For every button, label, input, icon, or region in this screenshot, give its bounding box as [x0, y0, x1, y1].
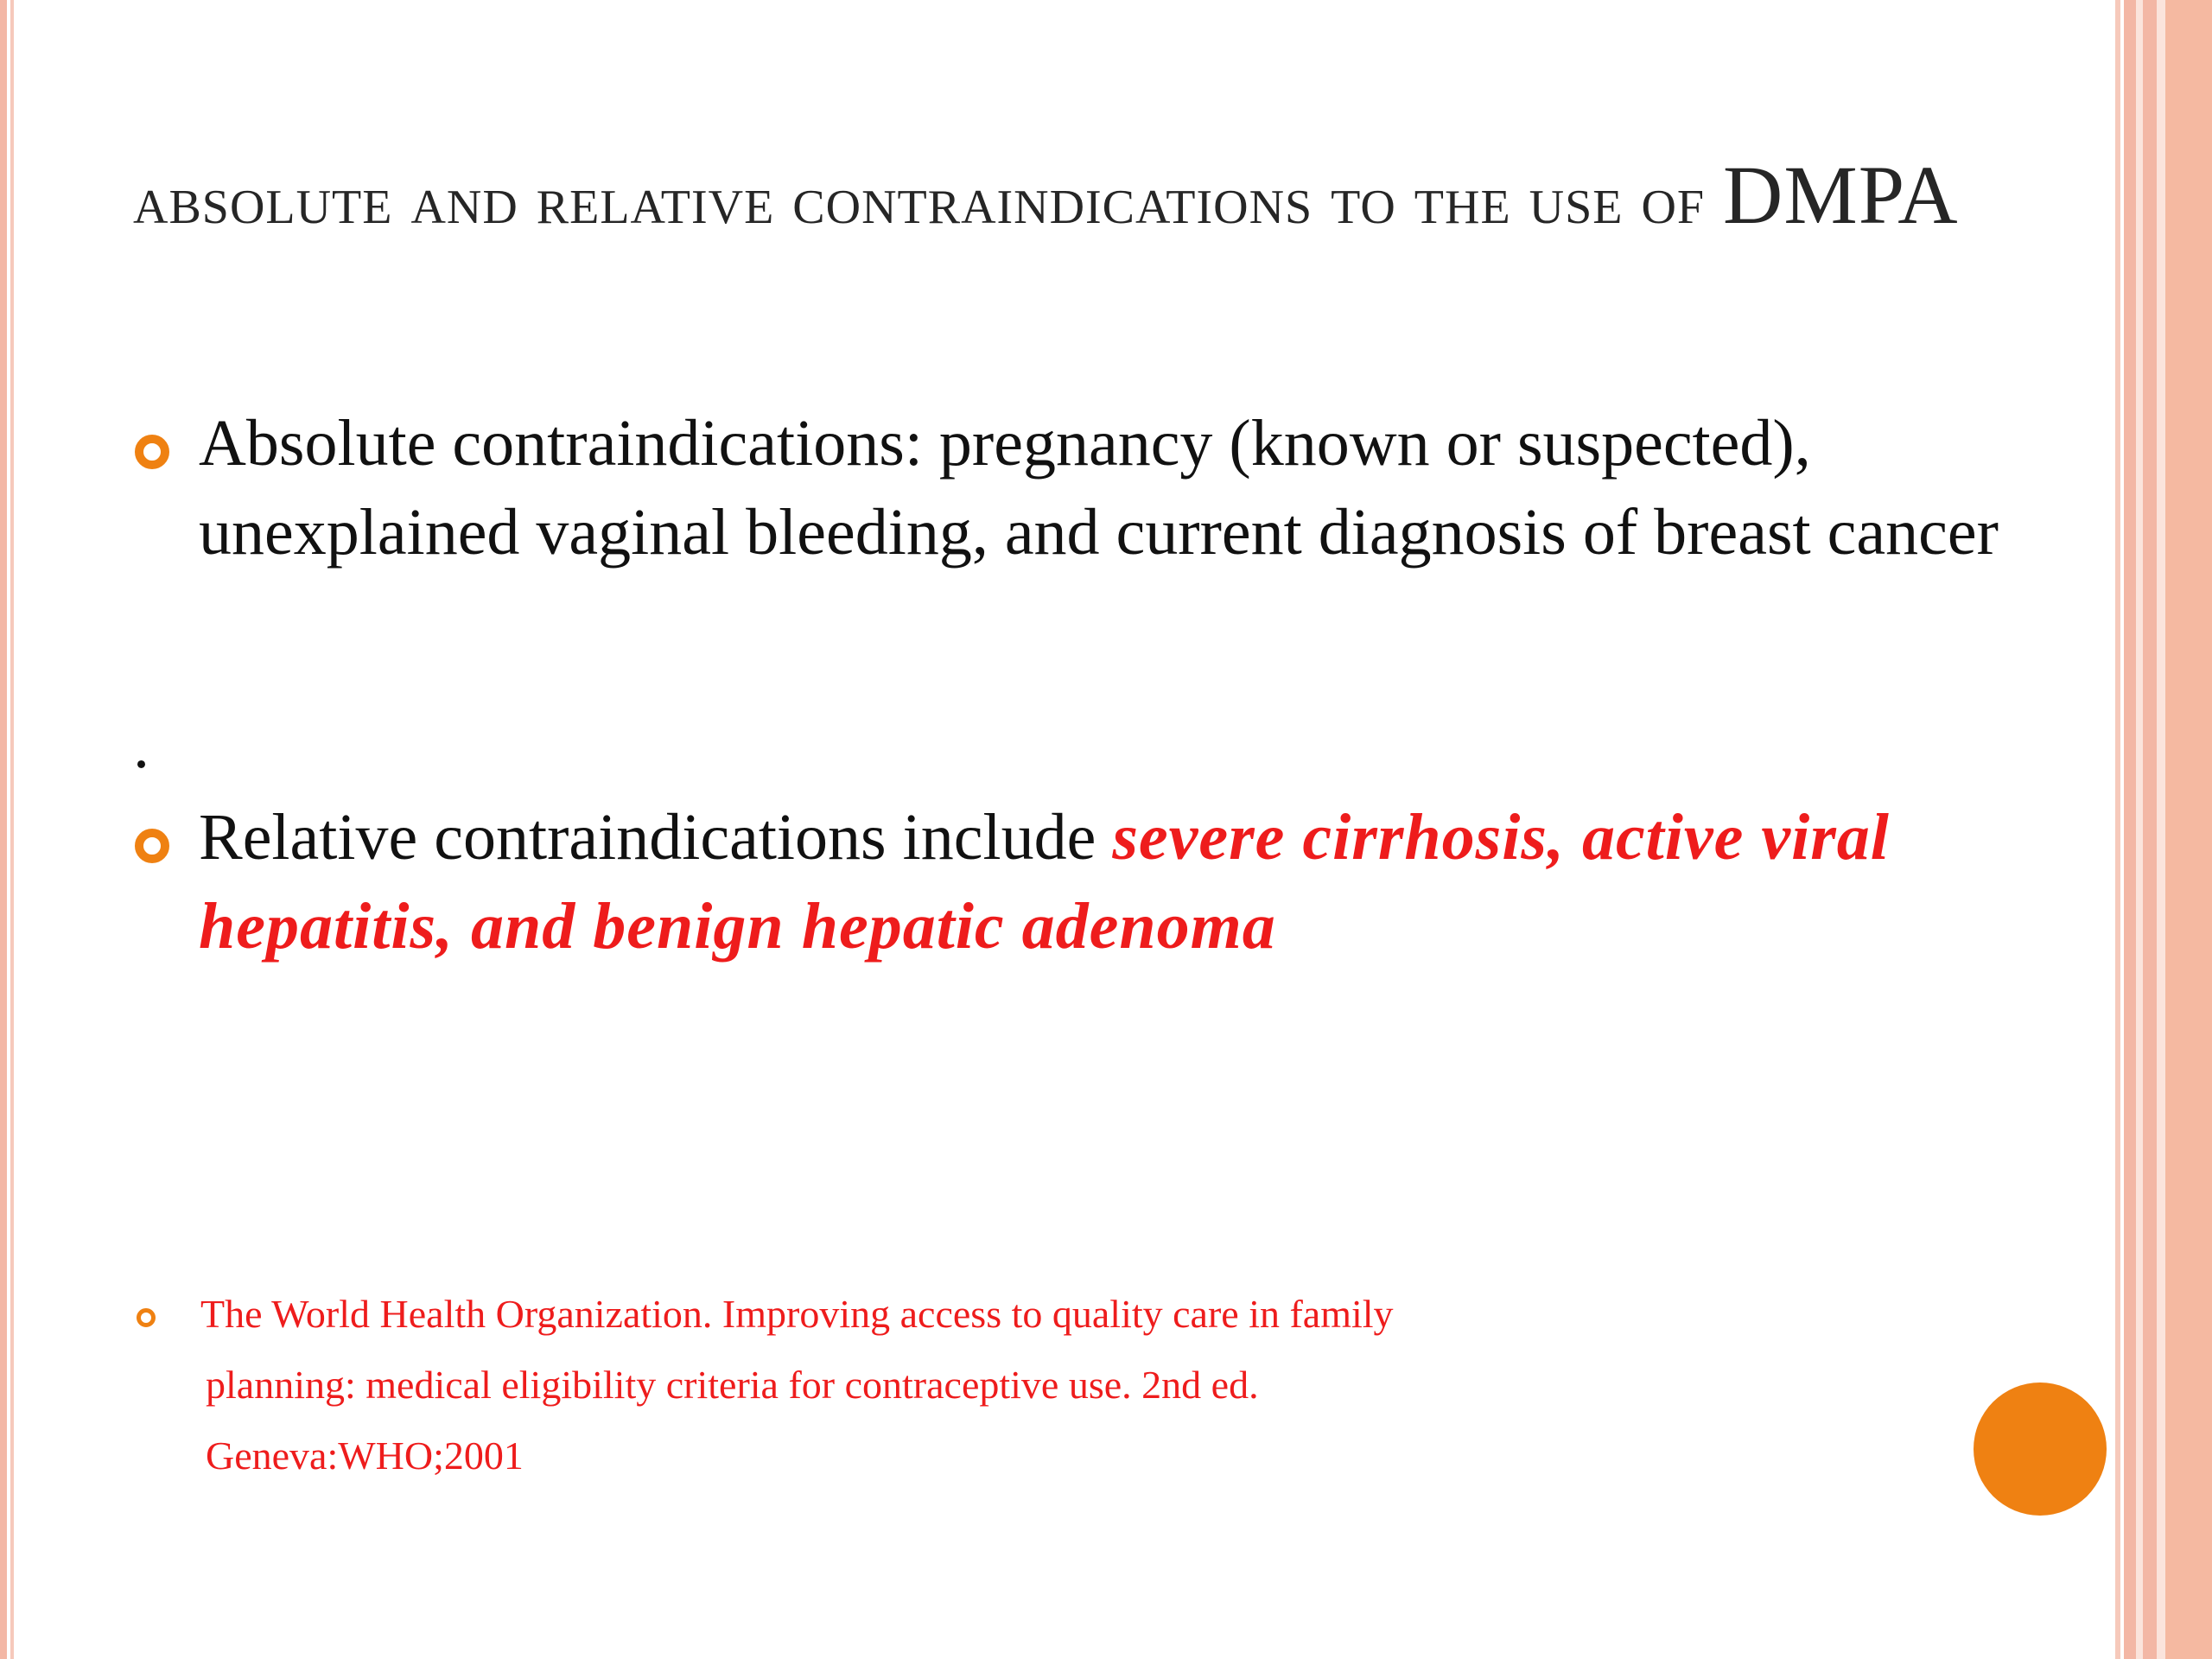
- bullet-circle-icon: [135, 829, 169, 863]
- right-border-stripe: [2136, 0, 2143, 1659]
- slide-title-dmpa: DMPA: [1723, 149, 1959, 241]
- orange-circle-decoration: [1974, 1382, 2107, 1516]
- right-border-stripe: [2115, 0, 2120, 1659]
- right-border-band: [2165, 0, 2212, 1659]
- bullet-absolute-contraindications: [199, 399, 2013, 577]
- slide-title: [133, 145, 2017, 251]
- left-border-stripe: [0, 0, 7, 1659]
- reference-citation: [200, 1279, 1877, 1491]
- bullet-emphasis-text: severe cirrhosis, active viral hepatitis, and benign hepatic adenoma: [199, 801, 1890, 963]
- reference-line-2: planning: medical eligibility criteria for contraceptive use. 2nd ed.: [206, 1363, 1259, 1407]
- left-border-stripe-inner: [10, 0, 14, 1659]
- bullet-text: Absolute contraindications: pregnancy (known or suspected), unexplained vaginal bleeding, and current diagnosis of breast cancer: [199, 407, 1999, 569]
- right-border-stripe: [2157, 0, 2165, 1659]
- bullet-circle-icon: [135, 435, 169, 469]
- bullet-relative-contraindications: [199, 793, 2013, 971]
- slide-title-text: absolute and relative contraindications to the use of: [133, 162, 1706, 238]
- separator-period: .: [133, 709, 149, 782]
- right-border-stripe: [2143, 0, 2157, 1659]
- reference-line-3: Geneva:WHO;2001: [206, 1433, 524, 1478]
- reference-line-1: The World Health Organization. Improving access to quality care in family: [200, 1292, 1394, 1336]
- bullet-text: Relative contraindications include: [199, 801, 1113, 874]
- reference-bullet-circle-icon: [137, 1308, 156, 1327]
- right-border-stripe: [2124, 0, 2136, 1659]
